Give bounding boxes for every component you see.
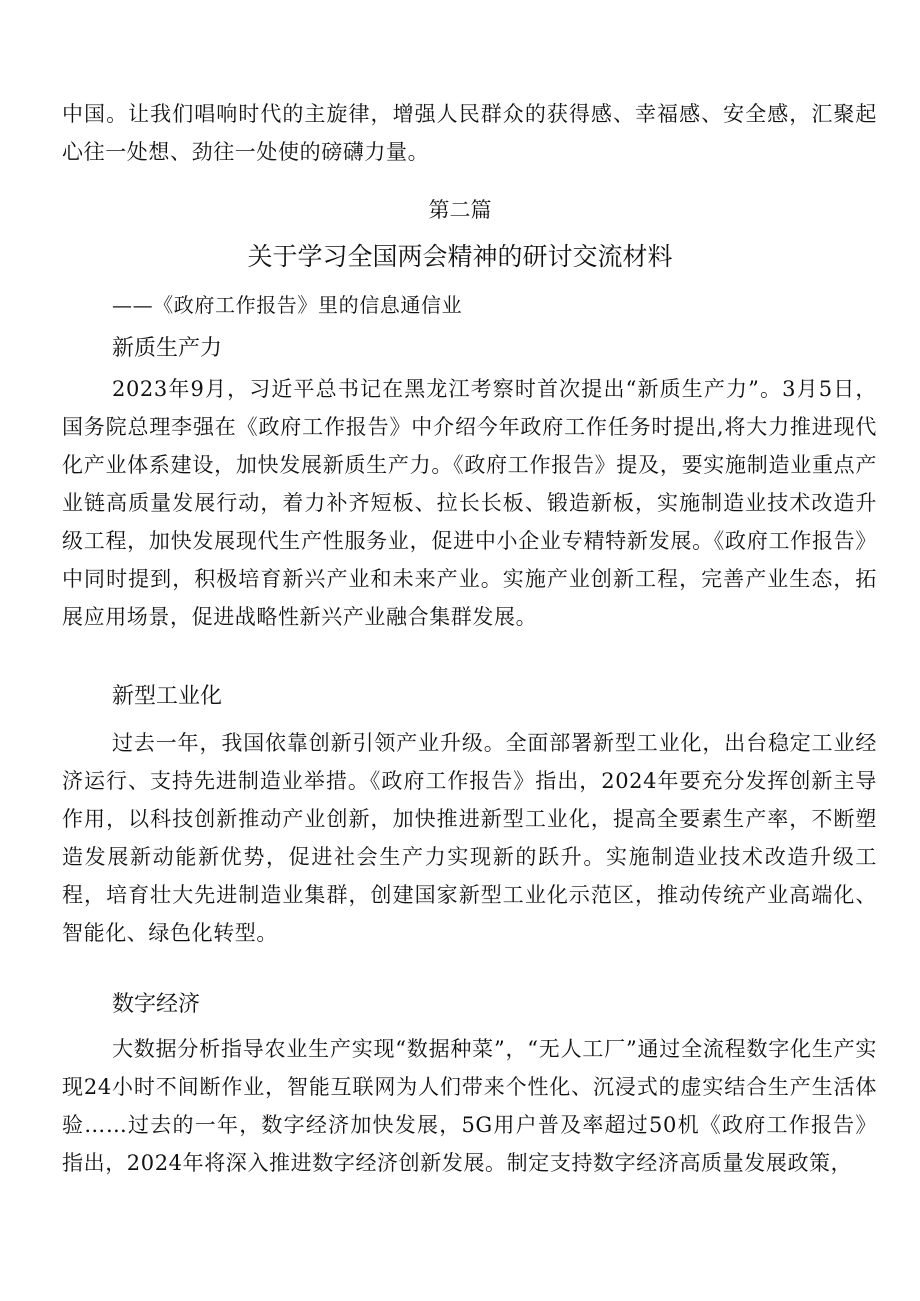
section-heading-new-industrialization: 新型工业化 [112,684,223,709]
section-body-new-industrialization: 过去一年，我国依靠创新引领产业升级。全面部署新型工业化，出台稳定工业经济运行、支持先进制造业举措。《政府工作报告》指出，2024年要充分发挥创新主导作用，以科技创新推动产业创新，加快推进新型工业化，提高全要素生产率，不断塑造发展新动能新优势，促进社会生产力实现新的跃升。实施制造业技术改造升级工程，培育壮大先进制造业集群，创建国家新型工业化示范区，推动传统产业高端化、智能化、绿色化转型。 [62,731,877,945]
document-subtitle: ——《政府工作报告》里的信息通信业 [112,293,463,317]
section-body-digital-economy: 大数据分析指导农业生产实现“数据种菜”，“无人工厂”通过全流程数字化生产实现24小时不间断作业，智能互联网为人们带来个性化、沉浸式的虚实结合生产生活体验……过去的一年，数字经济加快发展，5G用户普及率超过50机《政府工作报告》指出，2024年将深入推进数字经济创新发展。制定支持数字经济高质量发展政策， [62,1037,877,1175]
section-heading-new-quality-productivity: 新质生产力 [112,336,223,361]
document-title: 关于学习全国两会精神的研讨交流材料 [247,242,673,271]
part-label: 第二篇 [428,198,492,222]
section-heading-digital-economy: 数字经济 [112,992,201,1017]
section-body-new-quality-productivity: 2023年9月，习近平总书记在黑龙江考察时首次提出“新质生产力”。3月5日，国务院总理李强在《政府工作报告》中介绍今年政府工作任务时提出,将大力推进现代化产业体系建设，加快发展新质生产力。《政府工作报告》提及，要实施制造业重点产业链高质量发展行动，着力补齐短板、拉长长板、锻造新板，实施制造业技术改造升级工程，加快发展现代生产性服务业，促进中小企业专精特新发展。《政府工作报告》中同时提到，积极培育新兴产业和未来产业。实施产业创新工程，完善产业生态，拓展应用场景，促进战略性新兴产业融合集群发展。 [62,377,877,629]
intro-paragraph: 中国。让我们唱响时代的主旋律，增强人民群众的获得感、幸福感、安全感，汇聚起心往一处想、劲往一处使的磅礴力量。 [62,102,877,164]
